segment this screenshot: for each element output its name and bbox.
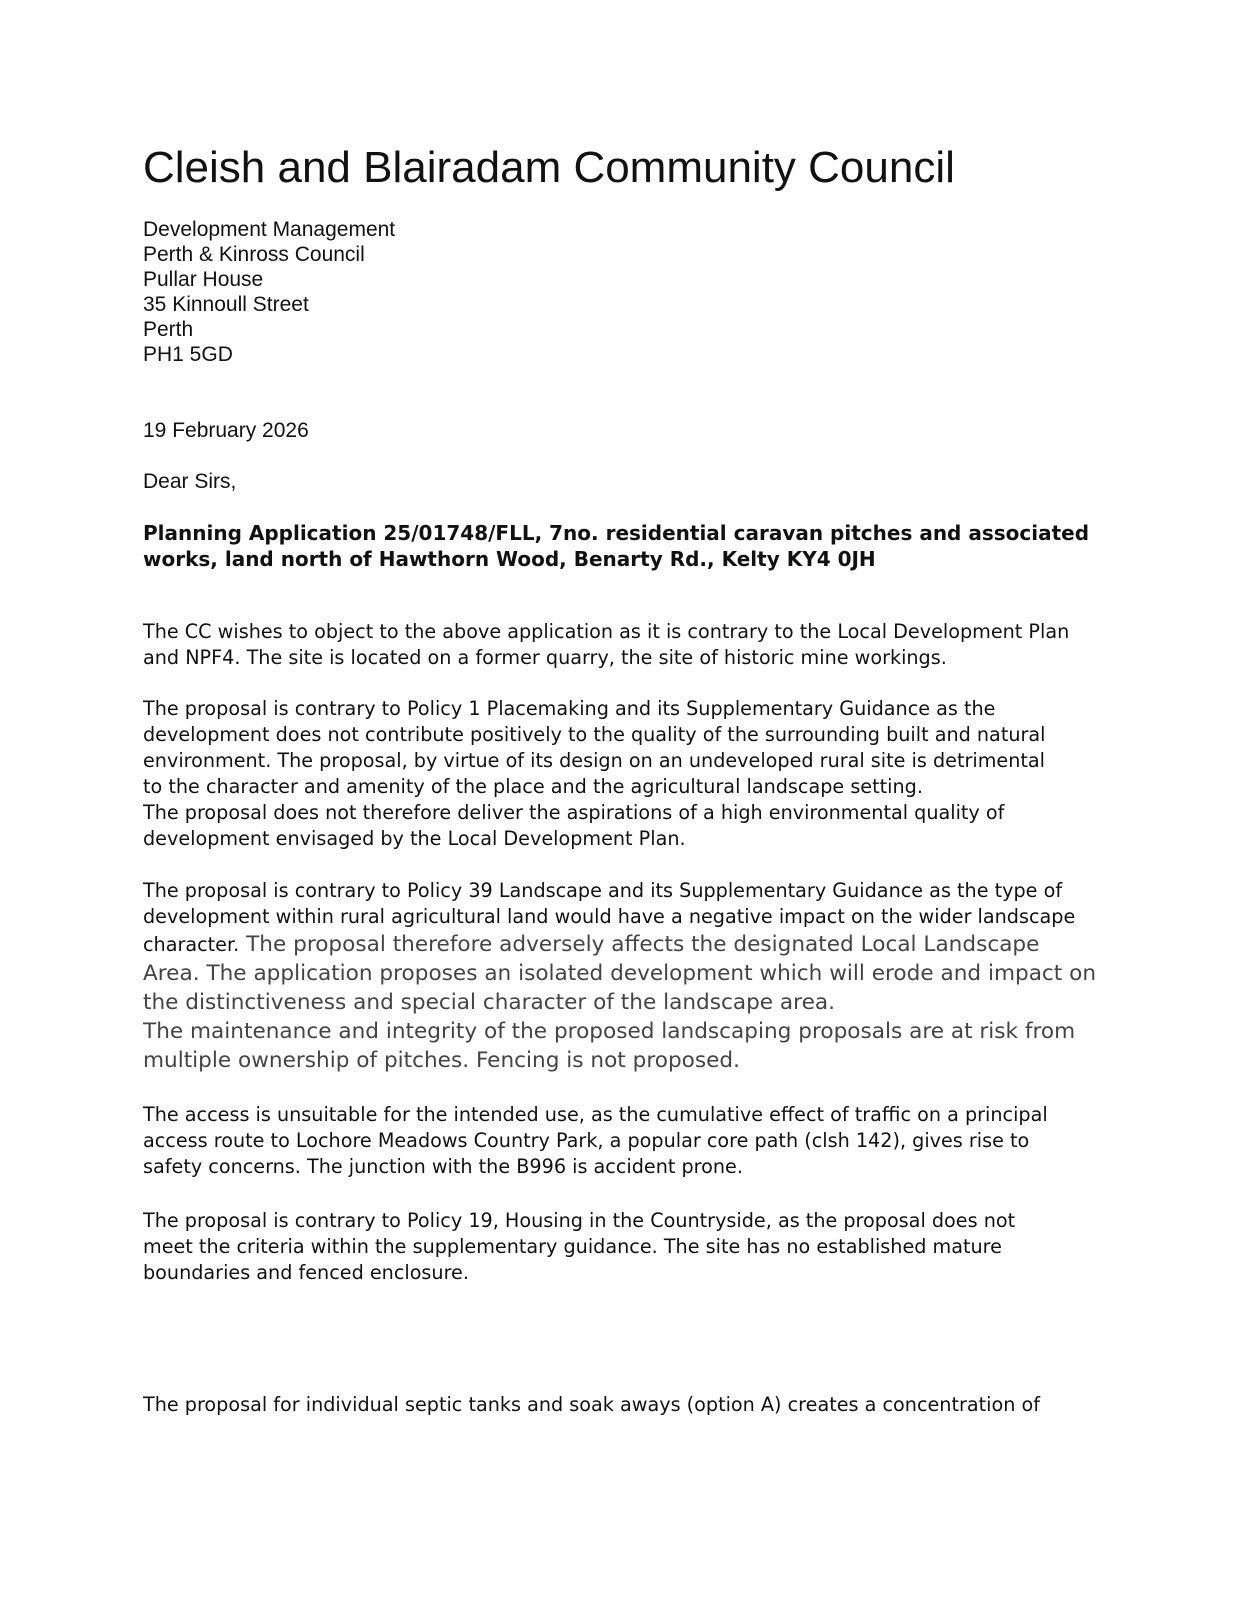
paragraph-line: Area. The application proposes an isolated development which will erode and impact on	[143, 961, 1097, 986]
address-line: 35 Kinnoull Street	[143, 293, 309, 316]
paragraph-line: The maintenance and integrity of the proposed landscaping proposals are at risk from	[143, 1019, 1076, 1044]
paragraph-line: development does not contribute positively to the quality of the surrounding built and natural	[143, 723, 1046, 746]
address-line: Perth & Kinross Council	[143, 243, 365, 266]
paragraph-line: development within rural agricultural land would have a negative impact on the wider landscape	[143, 905, 1076, 928]
paragraph-line: to the character and amenity of the place and the agricultural landscape setting.	[143, 775, 923, 798]
paragraph-line: multiple ownership of pitches. Fencing is not proposed.	[143, 1048, 740, 1073]
paragraph-line: environment. The proposal, by virtue of its design on an undeveloped rural site is detrimental	[143, 749, 1045, 772]
subject-line: Planning Application 25/01748/FLL, 7no. residential caravan pitches and associated	[143, 521, 1090, 545]
paragraph-fragment: character.	[143, 933, 240, 956]
address-line: PH1 5GD	[143, 343, 233, 366]
paragraph-line: development envisaged by the Local Development Plan.	[143, 827, 686, 850]
paragraph-placemaking	[143, 696, 1103, 852]
paragraph-line: The proposal does not therefore deliver the aspirations of a high environmental quality of	[143, 801, 1005, 824]
paragraph-line: The proposal for individual septic tanks and soak aways (option A) creates a concentration of	[143, 1393, 1040, 1416]
paragraph-line: access route to Lochore Meadows Country Park, a popular core path (clsh 142), gives rise to	[143, 1129, 1030, 1152]
paragraph-line: The CC wishes to object to the above application as it is contrary to the Local Development Plan	[143, 620, 1070, 643]
paragraph-objection	[143, 619, 1103, 671]
recipient-address	[143, 217, 395, 367]
paragraph-line: the distinctiveness and special character of the landscape area.	[143, 990, 835, 1015]
letter-date: 19 February 2026	[143, 419, 309, 442]
subject-heading	[143, 520, 1103, 572]
paragraph-line: The proposal is contrary to Policy 1 Placemaking and its Supplementary Guidance as the	[143, 697, 996, 720]
salutation: Dear Sirs,	[143, 470, 237, 493]
address-line: Pullar House	[143, 268, 264, 291]
paragraph-line	[143, 930, 1103, 959]
subject-line: works, land north of Hawthorn Wood, Benarty Rd., Kelty KY4 0JH	[143, 547, 876, 571]
paragraph-septic	[143, 1392, 1103, 1418]
paragraph-line: The proposal is contrary to Policy 39 Landscape and its Supplementary Guidance as the type of	[143, 879, 1063, 902]
paragraph-landscape	[143, 878, 1103, 1075]
paragraph-line: safety concerns. The junction with the B996 is accident prone.	[143, 1155, 743, 1178]
address-line: Development Management	[143, 218, 396, 241]
paragraph-line: boundaries and fenced enclosure.	[143, 1261, 469, 1284]
paragraph-fragment: The proposal therefore adversely affects the designated Local Landscape	[239, 932, 1040, 957]
paragraph-line: The proposal is contrary to Policy 19, Housing in the Countryside, as the proposal does not	[143, 1209, 1016, 1232]
paragraph-access	[143, 1102, 1103, 1180]
paragraph-line: The access is unsuitable for the intended use, as the cumulative effect of traffic on a principal	[143, 1103, 1048, 1126]
letterhead-title: Cleish and Blairadam Community Council	[143, 143, 955, 192]
paragraph-line: and NPF4. The site is located on a former quarry, the site of historic mine workings.	[143, 646, 947, 669]
address-line: Perth	[143, 318, 194, 341]
paragraph-housing	[143, 1208, 1103, 1286]
paragraph-line: meet the criteria within the supplementary guidance. The site has no established mature	[143, 1235, 1002, 1258]
